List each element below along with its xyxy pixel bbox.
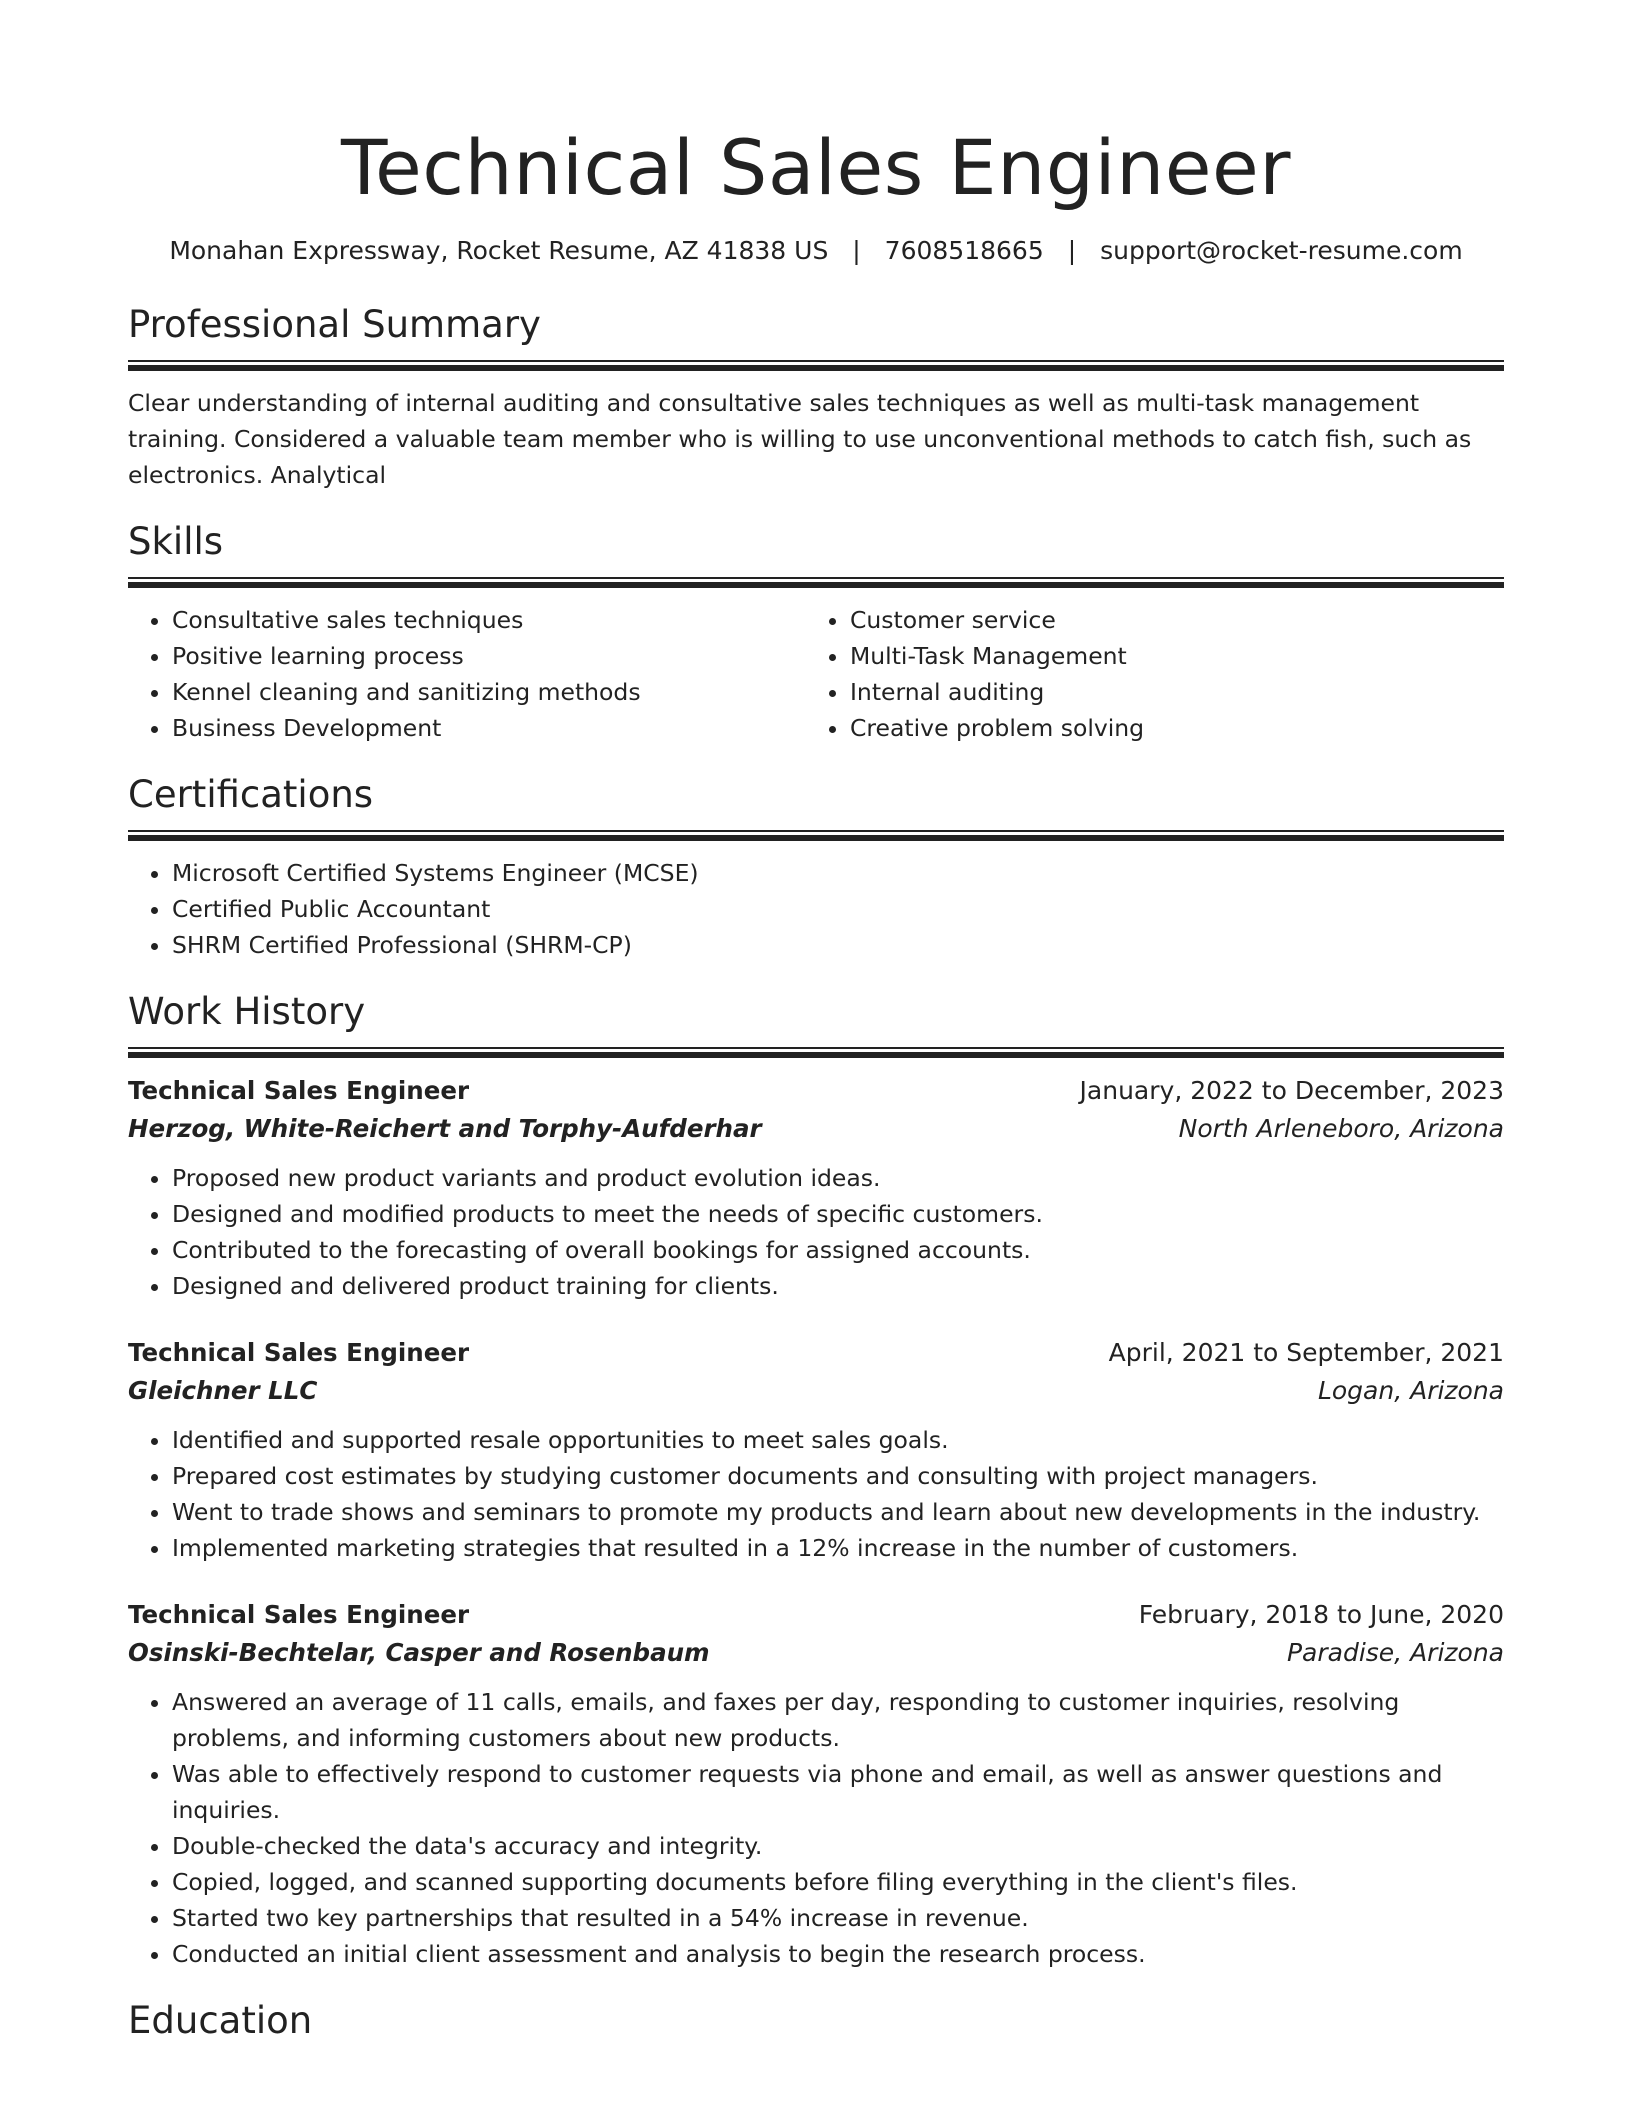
job-entry <box>128 1072 1504 1304</box>
job-bullet: • Started two key partnerships that resulted in a 54% increase in revenue. <box>172 1900 1504 1936</box>
job-dates: February, 2018 to June, 2020 <box>1138 1600 1504 1629</box>
job-bullet: • Identified and supported resale opportunities to meet sales goals. <box>172 1422 1504 1458</box>
skills-grid <box>128 602 1504 746</box>
job-dates: January, 2022 to December, 2023 <box>1079 1076 1504 1105</box>
job-header <box>128 1334 1504 1372</box>
job-bullet: • Designed and modified products to meet the needs of specific customers. <box>172 1196 1504 1232</box>
contact-separator: | <box>852 236 861 265</box>
job-company: Herzog, White-Reichert and Torphy-Aufderhar <box>128 1114 762 1143</box>
job-bullet: • Prepared cost estimates by studying customer documents and consulting with project managers. <box>172 1458 1504 1494</box>
contact-email: support@rocket-resume.com <box>1100 236 1463 265</box>
job-bullet: • Was able to effectively respond to customer requests via phone and email, as well as answer questions and inquiries. <box>172 1756 1504 1828</box>
contact-phone: 7608518665 <box>884 236 1044 265</box>
job-bullet: • Went to trade shows and seminars to promote my products and learn about new developments in the industry. <box>172 1494 1504 1530</box>
job-location: Paradise, Arizona <box>1286 1638 1504 1667</box>
skill-item: • Consultative sales techniques <box>172 602 806 638</box>
job-bullets <box>128 1160 1504 1304</box>
job-bullets <box>128 1684 1504 1972</box>
section-divider <box>128 1047 1504 1058</box>
job-company: Gleichner LLC <box>128 1376 318 1405</box>
skill-item: • Customer service <box>850 602 1484 638</box>
skills-list-right <box>806 602 1484 746</box>
skill-item: • Internal auditing <box>850 674 1484 710</box>
skill-item: • Business Development <box>172 710 806 746</box>
contact-line <box>128 234 1504 268</box>
skill-item: • Creative problem solving <box>850 710 1484 746</box>
skills-section <box>128 519 1504 746</box>
job-entry <box>128 1334 1504 1566</box>
job-bullets <box>128 1422 1504 1566</box>
summary-text: Clear understanding of internal auditing and consultative sales techniques as well as multi-task management training. Considered a valuable team member who is willing to use unconventional methods to catch fish, such as electronics. Analytical <box>128 389 1472 489</box>
resume-name: Technical Sales Engineer <box>340 123 1292 212</box>
skills-list-left <box>128 602 806 746</box>
contact-address: Monahan Expressway, Rocket Resume, AZ 41838 US <box>169 236 829 265</box>
skill-item: • Positive learning process <box>172 638 806 674</box>
skill-item: • Multi-Task Management <box>850 638 1484 674</box>
certifications-list <box>128 855 1504 963</box>
contact-separator: | <box>1067 236 1077 265</box>
job-location: North Arleneboro, Arizona <box>1178 1114 1504 1143</box>
section-divider <box>128 577 1504 588</box>
job-bullet: • Designed and delivered product training for clients. <box>172 1268 1504 1304</box>
section-divider <box>128 830 1504 841</box>
certifications-section <box>128 772 1504 963</box>
job-company: Osinski-Bechtelar, Casper and Rosenbaum <box>128 1638 710 1667</box>
section-title-summary: Professional Summary <box>128 303 541 346</box>
job-title: Technical Sales Engineer <box>128 1338 470 1367</box>
certification-item: • SHRM Certified Professional (SHRM-CP) <box>172 927 1504 963</box>
job-bullet: • Answered an average of 11 calls, emails, and faxes per day, responding to customer inquiries, resolving problems, and informing customers about new products. <box>172 1684 1504 1756</box>
job-location: Logan, Arizona <box>1317 1376 1504 1405</box>
job-subheader <box>128 1372 1504 1410</box>
skill-item: • Kennel cleaning and sanitizing methods <box>172 674 806 710</box>
job-bullet: • Contributed to the forecasting of overall bookings for assigned accounts. <box>172 1232 1504 1268</box>
job-bullet: • Implemented marketing strategies that resulted in a 12% increase in the number of customers. <box>172 1530 1504 1566</box>
work-history-section <box>128 989 1504 1972</box>
certification-item: • Microsoft Certified Systems Engineer (MCSE) <box>172 855 1504 891</box>
section-divider <box>128 360 1504 371</box>
section-title-education: Education <box>128 1999 313 2042</box>
section-title-skills: Skills <box>128 520 224 563</box>
job-title: Technical Sales Engineer <box>128 1600 470 1629</box>
job-title: Technical Sales Engineer <box>128 1076 470 1105</box>
job-dates: April, 2021 to September, 2021 <box>1108 1338 1504 1367</box>
education-section <box>128 1998 1504 2044</box>
summary-section <box>128 302 1504 493</box>
section-title-certifications: Certifications <box>128 773 374 816</box>
job-header <box>128 1072 1504 1110</box>
section-title-work-history: Work History <box>128 990 366 1033</box>
job-subheader <box>128 1110 1504 1148</box>
job-bullet: • Proposed new product variants and product evolution ideas. <box>172 1160 1504 1196</box>
job-subheader <box>128 1634 1504 1672</box>
job-entry <box>128 1596 1504 1972</box>
job-bullet: • Double-checked the data's accuracy and integrity. <box>172 1828 1504 1864</box>
job-header <box>128 1596 1504 1634</box>
resume-page <box>128 0 1504 2044</box>
certification-item: • Certified Public Accountant <box>172 891 1504 927</box>
job-bullet: • Conducted an initial client assessment and analysis to begin the research process. <box>172 1936 1504 1972</box>
job-bullet: • Copied, logged, and scanned supporting documents before filing everything in the client's files. <box>172 1864 1504 1900</box>
